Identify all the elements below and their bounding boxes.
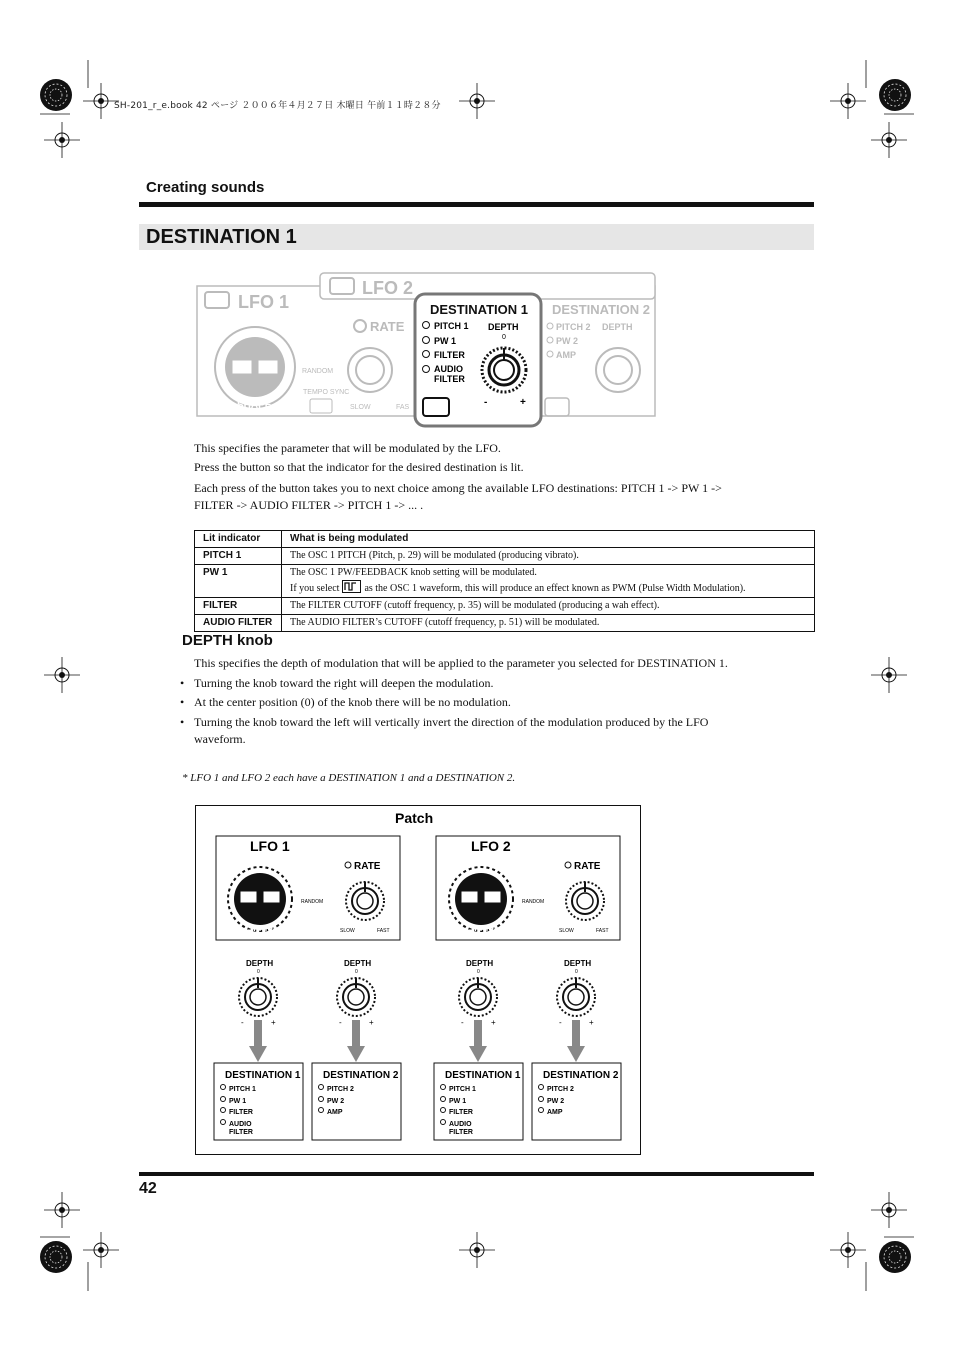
depth-intro: This specifies the depth of modulation that will be applied to the parameter you selected for DESTINATION 1. [194,656,728,670]
patch-depth-4: DEPTH [564,959,592,968]
panel-dest1-item-0: PITCH 1 [434,321,469,331]
panel-shape-label: SHAPE [237,400,272,411]
panel-dest1-item-1: PW 1 [434,336,457,346]
patch-dest2a-item-0: PITCH 2 [327,1086,354,1093]
table-value: The AUDIO FILTER’s CUTOFF (cutoff frequency, p. 51) will be modulated. [282,615,815,632]
depth-bullet-2: At the center position (0) of the knob there will be no modulation. [194,695,511,709]
patch-lfo2-fast: FAST [596,928,609,934]
panel-dest1-item-extra: FILTER [434,374,465,384]
patch-minus-4: - [559,1018,562,1027]
patch-dest2a-title: DESTINATION 2 [323,1070,399,1081]
patch-lfo1-rate: RATE [354,861,381,872]
depth-bullet-3-cont: waveform. [194,732,246,746]
patch-depth-2: DEPTH [344,959,372,968]
panel-dest1-item-3: AUDIO [434,364,463,374]
bottom-rule [139,1172,814,1176]
bullet-dot: • [180,695,185,709]
panel-rate-label: RATE [370,319,405,334]
patch-minus-2: - [339,1018,342,1027]
table-value-post: as the OSC 1 waveform, this will produce an effect known as PWM (Pulse Width Modulation). [364,583,746,594]
patch-dest1a-item-2: FILTER [229,1109,253,1116]
panel-depth-plus: + [520,397,526,408]
patch-lfo1-shape: SHAPE [248,924,276,933]
panel-dest2-item-0: PITCH 2 [556,322,591,332]
page-heading: DESTINATION 1 [146,226,297,248]
patch-dest1b-extra: FILTER [449,1129,473,1136]
patch-lfo1-random: RANDOM [301,899,324,905]
table-key: AUDIO FILTER [195,615,282,632]
depth-bullet-3: Turning the knob toward the left will vertically invert the direction of the modulation produced by the LFO [194,715,709,729]
patch-dest2b-item-2: AMP [547,1109,563,1116]
patch-lfo1-label: LFO 1 [250,838,290,854]
table-row [195,615,815,632]
panel-dest2-item-2: AMP [556,350,576,360]
para-1: This specifies the parameter that will be modulated by the LFO. [194,441,501,455]
patch-lfo2-label: LFO 2 [471,838,511,854]
panel-dest1-title: DESTINATION 1 [430,302,528,317]
table-header-row [195,531,815,548]
section-label: Creating sounds [146,179,265,196]
patch-dest1a-extra: FILTER [229,1129,253,1136]
panel-slow-label: SLOW [350,404,371,411]
patch-zero-4: 0 [575,969,578,975]
patch-dest1a-item-3: AUDIO [229,1121,252,1128]
table-row [195,565,815,598]
patch-minus-1: - [241,1018,244,1027]
top-rule [139,202,814,207]
para-3a: Each press of the button takes you to next choice among the available LFO destinations: PITCH 1 -> PW 1 -> [194,481,722,495]
rate-knob-icon [348,348,392,392]
table-header-cell: What is being modulated [282,531,815,548]
registration-burst-icon [40,79,72,111]
pulse-wave-icon [342,580,361,593]
patch-title: Patch [395,810,434,826]
patch-dest1b-item-2: FILTER [449,1109,473,1116]
patch-diagram [195,805,642,1156]
patch-dest1b-title: DESTINATION 1 [445,1070,521,1081]
table-value: The OSC 1 PITCH (Pitch, p. 29) will be modulated (producing vibrato). [282,548,815,565]
panel-lfo1-label: LFO 1 [238,292,290,312]
table-value-multiline [282,565,815,598]
depth-bullet-1: Turning the knob toward the right will deepen the modulation. [194,676,494,690]
panel-illustration [190,270,665,430]
patch-lfo2-slow: SLOW [559,928,574,934]
lfo1-button-icon [205,292,229,308]
patch-dest1b-item-0: PITCH 1 [449,1086,476,1093]
destination-table [194,530,815,632]
panel-depth-minus: - [484,397,488,408]
patch-dest2a-item-1: PW 2 [327,1098,345,1105]
patch-dest1b-item-3: AUDIO [449,1121,472,1128]
patch-dest1a-item-1: PW 1 [229,1098,247,1105]
patch-dest1b-item-1: PW 1 [449,1098,467,1105]
table-key: PW 1 [195,565,282,598]
panel-depth-label: DEPTH [488,322,519,332]
para-2: Press the button so that the indicator for the desired destination is lit. [194,460,524,474]
para-3b: FILTER -> AUDIO FILTER -> PITCH 1 -> ... . [194,498,424,512]
bullet-dot: • [180,676,185,690]
patch-minus-3: - [461,1018,464,1027]
patch-depth-1: DEPTH [246,959,274,968]
table-header-cell: Lit indicator [195,531,282,548]
dest1-select-button[interactable] [423,398,449,416]
panel-dest2-depth-label: DEPTH [602,322,633,332]
patch-depth-3: DEPTH [466,959,494,968]
patch-zero-1: 0 [257,969,260,975]
bullet-dot: • [180,715,185,729]
panel-dest2-title: DESTINATION 2 [552,302,650,317]
patch-plus-1: + [271,1018,276,1027]
patch-dest2a-item-2: AMP [327,1109,343,1116]
patch-lfo1-slow: SLOW [340,928,355,934]
patch-plus-3: + [491,1018,496,1027]
patch-lfo2-random: RANDOM [522,899,545,905]
patch-dest1a-title: DESTINATION 1 [225,1070,301,1081]
panel-fast-label: FAS [396,404,410,411]
table-value: The FILTER CUTOFF (cutoff frequency, p. 35) will be modulated (producing a wah effect). [282,598,815,615]
page-number: 42 [139,1180,157,1197]
patch-plus-4: + [589,1018,594,1027]
patch-dest1a-item-0: PITCH 1 [229,1086,256,1093]
patch-dest2b-item-0: PITCH 2 [547,1086,574,1093]
panel-random-label: RANDOM [302,368,334,375]
print-info: SH-201_r_e.book 42 ページ ２００６年４月２７日 木曜日 午前１１時２８分 [114,101,441,111]
footnote: * LFO 1 and LFO 2 each have a DESTINATION 1 and a DESTINATION 2. [182,772,516,784]
patch-zero-3: 0 [477,969,480,975]
table-value: The OSC 1 PW/FEEDBACK knob setting will be modulated. [290,567,537,578]
patch-lfo1-fast: FAST [377,928,390,934]
panel-dest1-item-2: FILTER [434,350,465,360]
patch-lfo2-rate: RATE [574,861,601,872]
depth-knob-heading: DEPTH knob [182,632,273,649]
table-key: PITCH 1 [195,548,282,565]
panel-dest2-item-1: PW 2 [556,336,579,346]
table-row [195,548,815,565]
panel-lfo2-label: LFO 2 [362,278,414,298]
table-key: FILTER [195,598,282,615]
panel-tempo-sync-label: TEMPO SYNC [303,389,350,396]
panel-depth-zero: 0 [502,334,506,341]
table-value-pre: If you select [290,583,340,594]
patch-zero-2: 0 [355,969,358,975]
patch-plus-2: + [369,1018,374,1027]
patch-dest2b-item-1: PW 2 [547,1098,565,1105]
table-row [195,598,815,615]
patch-dest2b-title: DESTINATION 2 [543,1070,619,1081]
patch-lfo2-shape: SHAPE [469,924,497,933]
